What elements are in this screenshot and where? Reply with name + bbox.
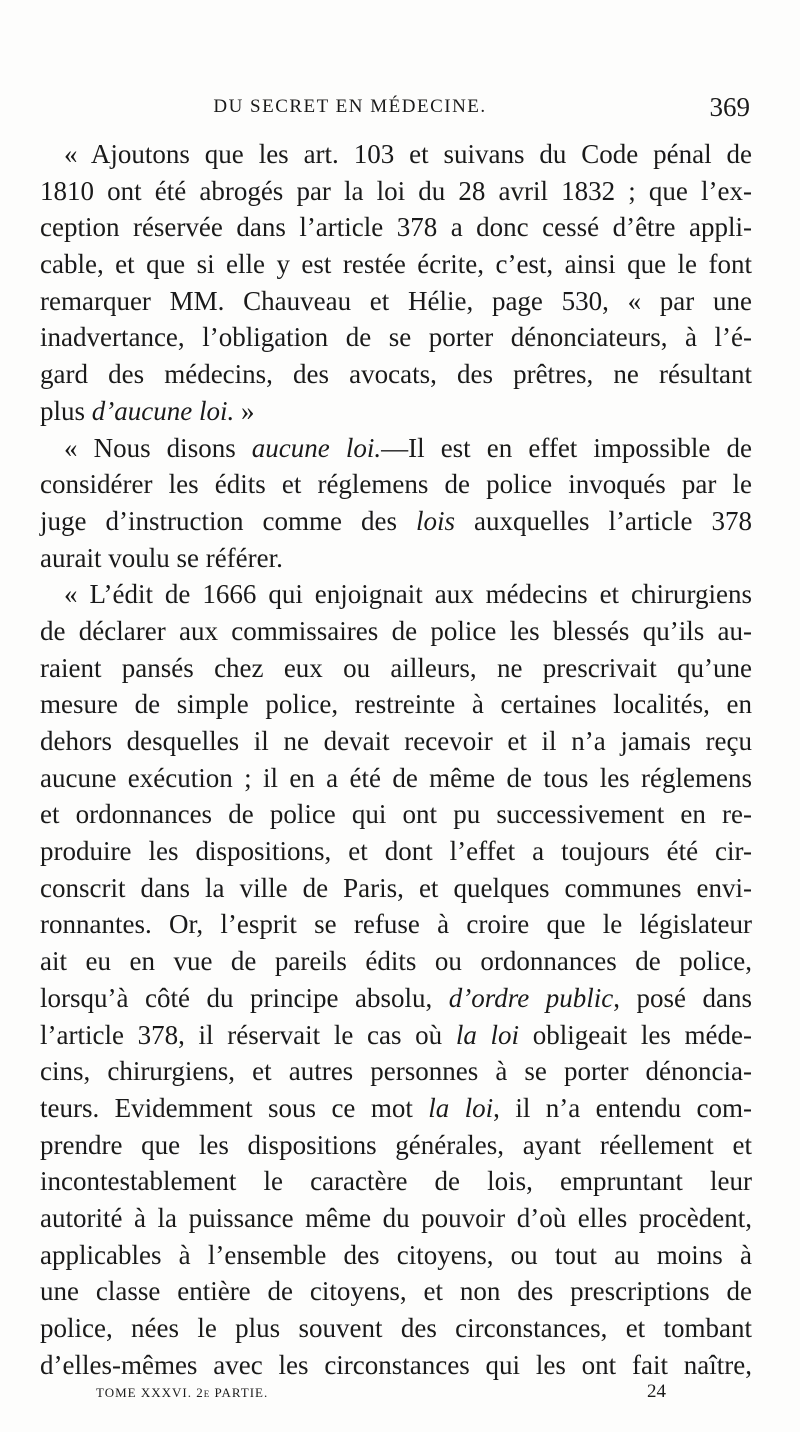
text-run: « Nous disons: [64, 432, 252, 463]
text-line: inadvertance, l’obligation de se porter dénonciateurs, à l’é-: [40, 322, 752, 353]
text-run: »: [234, 395, 255, 426]
page-number: 369: [709, 92, 750, 122]
text-line: incontestablement le caractère de lois, empruntant leur: [40, 1166, 752, 1197]
gathering-signature: 24: [647, 1381, 666, 1402]
text-run: , posé dans: [613, 982, 752, 1013]
text-line: « Ajoutons que les art. 103 et suivans du Code pénal de: [64, 139, 752, 169]
italic-phrase: aucune loi.: [251, 432, 382, 463]
text-line: de déclarer aux commissaires de police les blessés qu’ils au-: [40, 615, 752, 646]
text-line: considérer les édits et réglemens de police invoqués par le: [40, 469, 752, 500]
text-line: police, nées le plus souvent des circonstances, et tombant: [40, 1313, 752, 1343]
italic-phrase: d’ordre public: [448, 982, 614, 1013]
text-line: produire les dispositions, et dont l’effet a toujours été cir-: [40, 836, 752, 867]
text-line: prendre que les dispositions générales, ayant réellement et: [40, 1129, 752, 1160]
text-line: dehors desquelles il ne devait recevoir et il n’a jamais reçu: [40, 726, 752, 756]
text-line: cable, et que si elle y est restée écrite, c’est, ainsi que le font: [40, 249, 752, 280]
text-run: lorsqu’à côté du principe absolu,: [40, 982, 449, 1013]
text-run: teurs. Evidemment sous ce mot: [40, 1092, 429, 1123]
page-footer: [96, 1381, 716, 1409]
italic-phrase: la loi: [428, 1092, 494, 1123]
text-line: [40, 503, 752, 540]
italic-phrase: la loi: [455, 1019, 520, 1050]
text-line: [40, 980, 752, 1017]
text-run: —Il est en effet impossible de: [381, 432, 752, 463]
text-line: cins, chirurgiens, et autres personnes à se porter dénoncia-: [40, 1056, 752, 1087]
page-header: [40, 90, 760, 124]
text-line: une classe entière de citoyens, et non des prescriptions de: [40, 1276, 752, 1307]
text-line: ronnantes. Or, l’esprit se refuse à croire que le législateur: [40, 909, 752, 940]
italic-phrase: d’aucune loi.: [91, 395, 235, 426]
text-line: mesure de simple police, restreinte à certaines localités, en: [40, 689, 752, 720]
text-run: plus: [40, 395, 92, 426]
body-text: [40, 136, 752, 1383]
text-line: d’elles-mêmes avec les circonstances qui les ont fait naître,: [40, 1349, 752, 1380]
text-line: [40, 1090, 752, 1127]
volume-signature: TOME XXXVI. 2e PARTIE.: [96, 1385, 269, 1400]
text-run: obligeait les méde-: [519, 1019, 752, 1050]
text-line: et ordonnances de police qui ont pu successivement en re-: [40, 799, 752, 830]
text-line: [40, 393, 752, 430]
text-line: [40, 1017, 752, 1054]
text-line: ception réservée dans l’article 378 a donc cessé d’être appli-: [40, 212, 752, 243]
text-line: remarquer MM. Chauveau et Hélie, page 530, « par une: [40, 285, 752, 316]
text-line: autorité à la puissance même du pouvoir d’où elles procèdent,: [40, 1202, 752, 1233]
text-line: raient pansés chez eux ou ailleurs, ne prescrivait qu’une: [40, 652, 752, 683]
text-run: juge d’instruction comme des: [40, 505, 417, 536]
text-line: ait eu en vue de pareils édits ou ordonnances de police,: [40, 946, 752, 977]
text-line: aurait voulu se référer.: [40, 542, 283, 573]
text-line: applicables à l’ensemble des citoyens, ou tout au moins à: [40, 1239, 752, 1270]
text-line: conscrit dans la ville de Paris, et quelques communes envi-: [40, 872, 752, 903]
text-run: auxquelles l’article 378: [455, 505, 752, 536]
text-line: 1810 ont été abrogés par la loi du 28 avril 1832 ; que l’ex-: [40, 175, 752, 206]
text-line: [40, 430, 752, 467]
italic-phrase: lois: [416, 505, 456, 536]
text-run: , il n’a entendu com-: [493, 1092, 752, 1123]
text-run: l’article 378, il réservait le cas où: [40, 1019, 456, 1050]
text-line: gard des médecins, des avocats, des prêtres, ne résultant: [40, 359, 752, 390]
text-line: aucune exécution ; il en a été de même de tous les réglemens: [40, 762, 752, 793]
text-line: « L’édit de 1666 qui enjoignait aux médecins et chirurgiens: [64, 579, 752, 610]
running-head: DU SECRET EN MÉDECINE.: [213, 96, 487, 117]
